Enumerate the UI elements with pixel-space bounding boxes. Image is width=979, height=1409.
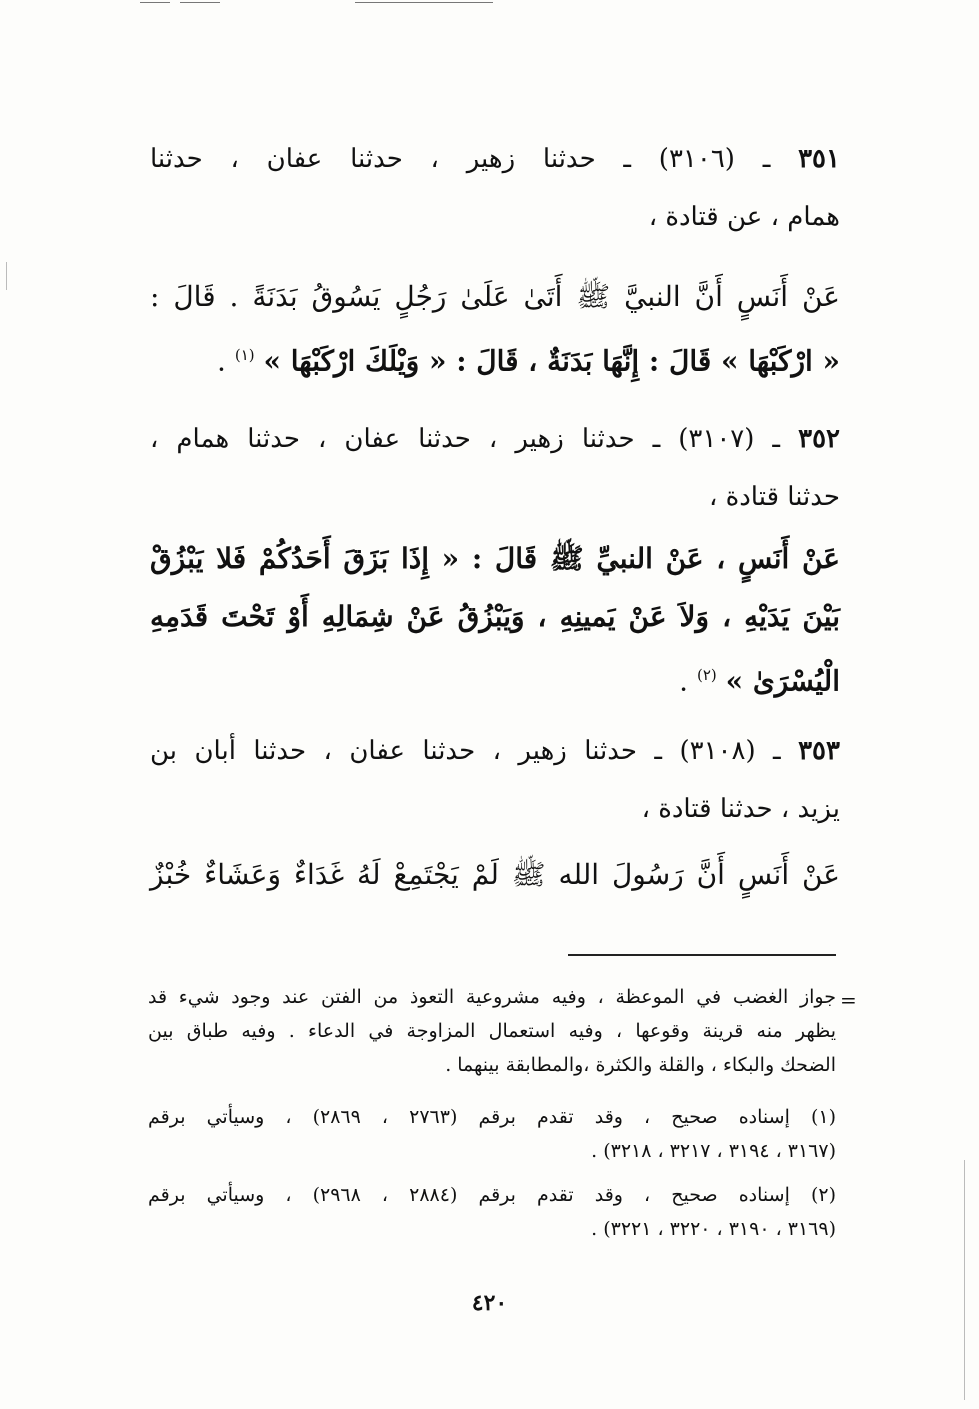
hadith-352-chain (150, 410, 840, 526)
top-edge-rule (355, 2, 493, 3)
isnad-text: ـ (٣١٠٧) ـ حدثنا زهير ، حدثنا عفان ، حدثنا همام ، (150, 424, 781, 454)
hadith-number: ٣٥١ (798, 144, 840, 174)
footnote-line: (١) إسناده صحيح ، وقد تقدم برقم (٢٧٦٣ ، ٢٨٦٩) ، وسيأتي برقم (148, 1106, 836, 1128)
footnote-line: الضحك والبكاء ، والقلة والكثرة ،والمطابقة بينهما . (445, 1054, 836, 1076)
isnad-text: ـ (٣١٠٦) ـ حدثنا زهير ، حدثنا عفان ، حدثنا (150, 144, 771, 174)
matn-text: « ارْكَبْهَا » قَالَ : إِنَّهَا بَدَنَةٌ ، قَالَ : « وَيْلَكَ ارْكَبْهَا » (263, 344, 840, 378)
footnote-separator (568, 954, 836, 956)
hadith-352-matn (150, 530, 840, 710)
right-scan-edge (964, 1160, 965, 1400)
left-scan-edge (6, 262, 7, 290)
isnad-text: ـ (٣١٠٨) ـ حدثنا زهير ، حدثنا عفان ، حدثنا أبان بن (150, 736, 781, 766)
footnote-line: جواز الغضب في الموعظة ، وفيه مشروعية التعوذ من الفتن عند وجود شيء قد (148, 986, 836, 1008)
hadith-351-matn (150, 268, 840, 390)
footnote-line: (٣١٦٩ ، ٣١٩٠ ، ٣٢٢٠ ، ٣٢٢١) . (591, 1218, 836, 1240)
matn-text: عَنْ أَنَسٍ ، عَنْ النبيِّ ﷺ قَالَ : « إِذَا بَزَقَ أَحَدُكُمْ فَلا يَبْزُقْ (150, 542, 840, 575)
footnote-line: (٢) إسناده صحيح ، وقد تقدم برقم (٢٨٨٤ ، ٢٩٦٨) ، وسيأتي برقم (148, 1184, 836, 1206)
hadith-number: ٣٥٣ (798, 736, 840, 766)
footnote-1 (148, 1100, 836, 1168)
period: . (217, 344, 226, 378)
page-number: ٤٢٠ (471, 1290, 508, 1316)
hadith-number: ٣٥٢ (798, 424, 841, 454)
footnote-ref: (١) (234, 346, 255, 364)
hadith-351-chain (150, 130, 840, 246)
isnad-text: حدثنا قتادة ، (708, 482, 840, 512)
footnote-2 (148, 1178, 836, 1246)
footnote-line: يظهر منه قرينة وقوعها ، وفيه استعمال المزاوجة في الدعاء . وفيه طباق بين (148, 1020, 836, 1042)
hadith-353-matn (150, 846, 840, 904)
matn-text: عَنْ أَنَسٍ أَنَّ النبيَّ ﷺ أَتَىٰ عَلَىٰ رَجُلٍ يَسُوقُ بَدَنَةً . قَالَ : (150, 280, 840, 313)
top-edge-rule (140, 2, 170, 3)
isnad-text: همام ، عن قتادة ، (648, 202, 840, 232)
footnote-ref: (٢) (696, 666, 717, 684)
period: . (679, 664, 689, 698)
isnad-text: يزيد ، حدثنا قتادة ، (641, 794, 840, 824)
footnote-line: (٣١٦٧ ، ٣١٩٤ ، ٣٢١٧ ، ٣٢١٨) . (591, 1140, 836, 1162)
top-edge-rule (180, 2, 220, 3)
matn-text: الْيُسْرَىٰ » (725, 664, 840, 698)
hadith-353-chain (150, 722, 840, 838)
continuation-mark: = (840, 988, 857, 1012)
matn-text: بَيْنَ يَدَيْهِ ، وَلاَ عَنْ يَمينِهِ ، وَيَبْزُقُ عَنْ شِمَالِهِ أَوْ تَحْتَ قَدَمِهِ (150, 600, 840, 633)
footnote-continuation (148, 980, 836, 1082)
matn-text: عَنْ أَنَسٍ أَنَّ رَسُولَ الله ﷺ لَمْ يَجْتَمِعْ لَهُ غَدَاءٌ وَعَشَاءٌ خُبْزٌ (150, 858, 840, 891)
